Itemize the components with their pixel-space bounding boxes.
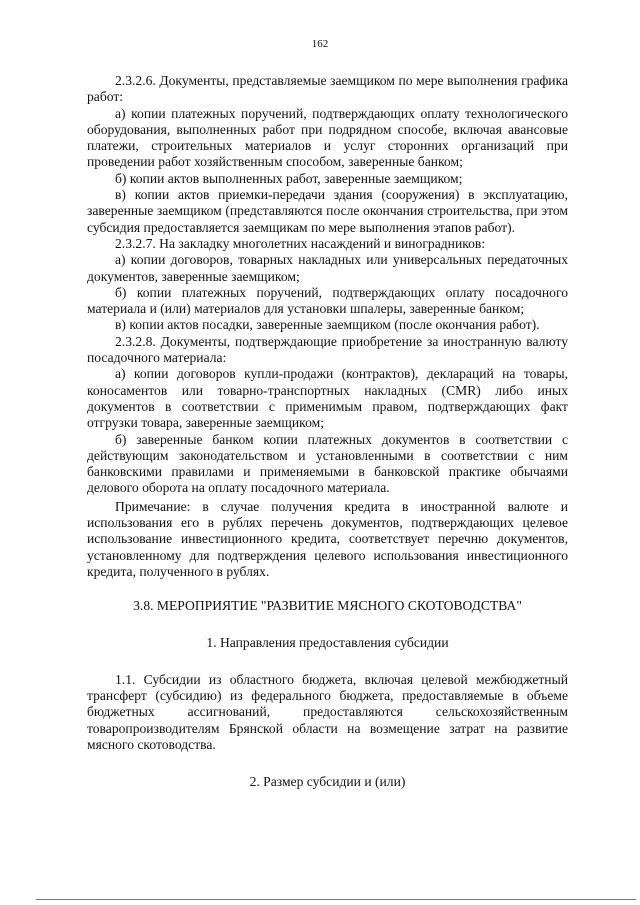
page-number: 162 bbox=[311, 38, 329, 50]
list-item-v-acts-planting: в) копии актов посадки, заверенные заемщиком (после окончания работ). bbox=[115, 317, 540, 333]
list-item-b-bank-documents: б) заверенные банком копии платежных документов в соответствии с действующим законодательством и установленными в соответствии с ним банковскими правилами и применяемыми в банковской практике обычаями делового оборота на оплату посадочного материала. bbox=[87, 431, 568, 496]
note-paragraph: Примечание: в случае получения кредита в иностранной валюте и использования его в рублях перечень документов, подтверждающих целевое использование инвестиционного кредита, соответствует перечню документов, установленному для подтверждения целевого использования инвестиционного кредита, полученного в рублях. bbox=[87, 498, 568, 579]
paragraph-2-3-2-7: 2.3.2.7. На закладку многолетних насаждений и виноградников: bbox=[115, 235, 486, 251]
document-body bbox=[87, 73, 568, 791]
list-item-b-acts-works: б) копии актов выполненных работ, заверенные заемщиком; bbox=[115, 170, 463, 186]
subsection-title-2: 2. Размер субсидии и (или) bbox=[249, 774, 406, 790]
list-item-a-contracts: а) копии договоров, товарных накладных или универсальных передаточных документов, заверенные заемщиком; bbox=[87, 252, 568, 284]
subsection-title-1: 1. Направления предоставления субсидии bbox=[206, 634, 449, 650]
paragraph-2-3-2-8: 2.3.2.8. Документы, подтверждающие приобретение за иностранную валюту посадочного материала: bbox=[87, 333, 568, 366]
list-item-b-payment-planting: б) копии платежных поручений, подтверждающих оплату посадочного материала и (или) материалов для установки шпалеры, заверенные банком; bbox=[87, 284, 568, 317]
section-title: 3.8. МЕРОПРИЯТИЕ "РАЗВИТИЕ МЯСНОГО СКОТОВОДСТВА" bbox=[133, 598, 522, 614]
scan-edge-line bbox=[36, 899, 636, 900]
list-item-a-payment-orders: а) копии платежных поручений, подтверждающих оплату технологического оборудования, выполненных работ при подрядном способе, включая авансовые платежи, строительных материалов и услуг сторонних организаций при проведении работ хозяйственным способом, заверенные банком; bbox=[87, 105, 568, 170]
paragraph-2-3-2-6: 2.3.2.6. Документы, представляемые заемщиком по мере выполнения графика работ: bbox=[87, 73, 568, 105]
paragraph-1-1: 1.1. Субсидии из областного бюджета, включая целевой межбюджетный трансферт (субсидию) из федерального бюджета, предоставляемые в объеме бюджетных ассигнований, предоставляются сельскохозяйственным товаропроизводителям Брянской области на возмещение затрат на развитие мясного скотоводства. bbox=[87, 671, 568, 752]
list-item-v-acts-acceptance: в) копии актов приемки-передачи здания (сооружения) в эксплуатацию, заверенные заемщиком (представляются после окончания строительства, при этом субсидия предоставляется заемщикам по мере выполнения этапов работ). bbox=[87, 187, 568, 235]
list-item-a-sale-contracts: а) копии договоров купли-продажи (контрактов), деклараций на товары, коносаментов или товарно-транспортных накладных (CMR) либо иных документов в соответствии с применимым правом, подтверждающих факт отгрузки товара, заверенные заемщиком; bbox=[87, 366, 568, 431]
